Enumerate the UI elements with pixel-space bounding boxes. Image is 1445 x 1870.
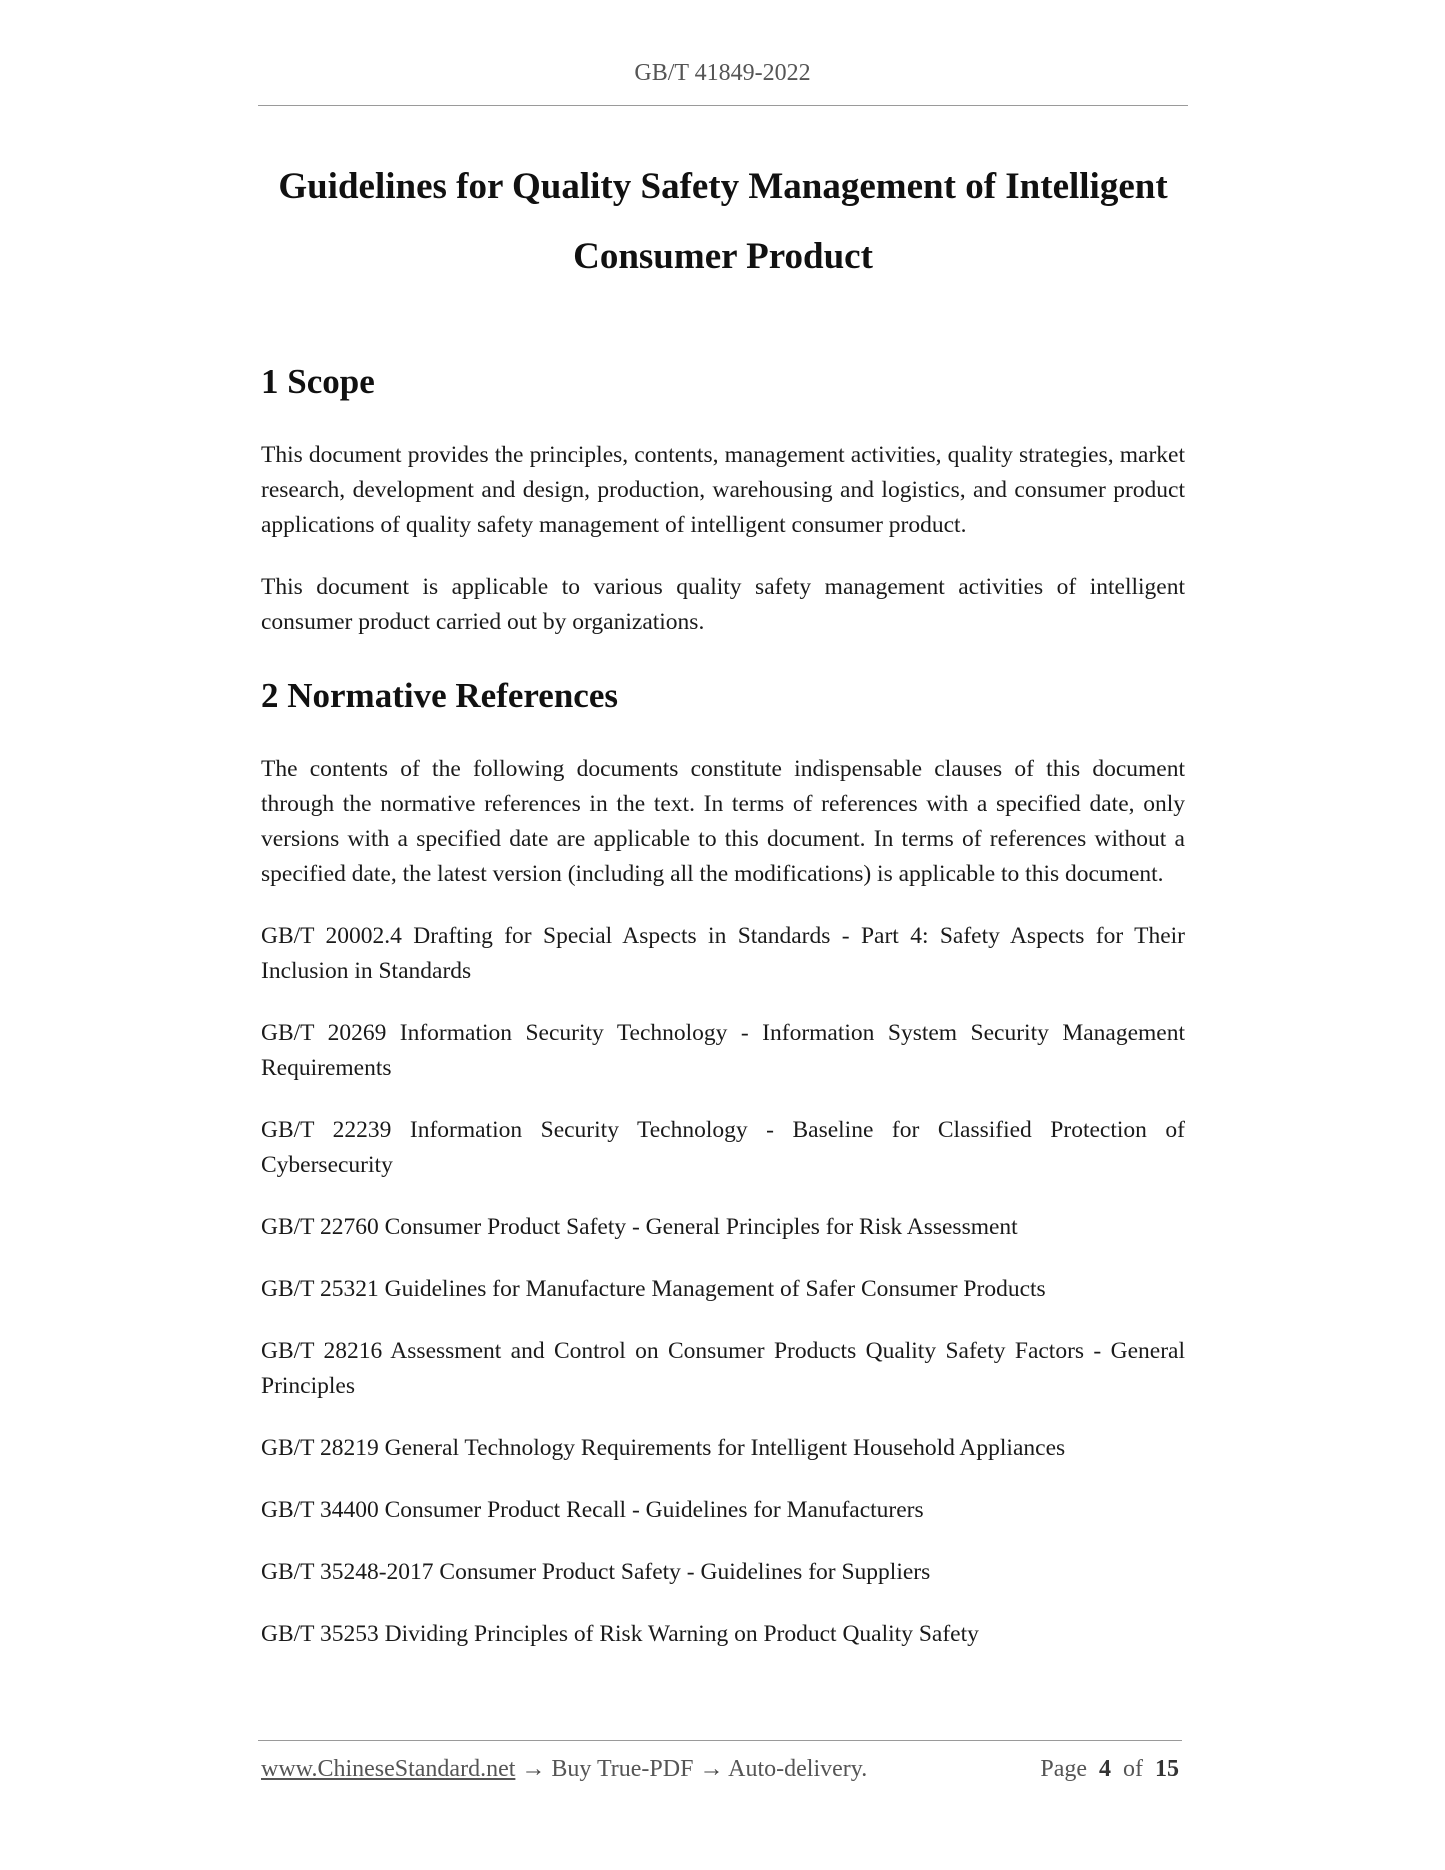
- reference-item: GB/T 28219 General Technology Requirements for Intelligent Household Appliances: [261, 1435, 1066, 1461]
- reference-item: GB/T 20269 Information Security Technology - Information System Security Management Requirements: [261, 1020, 1185, 1081]
- chinesestandard-link[interactable]: www.ChineseStandard.net: [261, 1756, 516, 1782]
- title-line-2: Consumer Product: [573, 236, 873, 277]
- reference-item: GB/T 25321 Guidelines for Manufacture Management of Safer Consumer Products: [261, 1276, 1046, 1302]
- section-heading-normative-references: 2 Normative References: [261, 676, 618, 715]
- reference-item: GB/T 34400 Consumer Product Recall - Guidelines for Manufacturers: [261, 1497, 924, 1523]
- auto-delivery-text: Auto-delivery.: [728, 1756, 868, 1782]
- references-intro-paragraph: The contents of the following documents constitute indispensable clauses of this document through the normative references in the text. In terms of references with a specified date, only versions with a specified date are applicable to this document. In terms of references without a specified date, the latest version (including all the modifications) is applicable to this document.: [261, 756, 1185, 887]
- right-arrow-icon: →: [699, 1756, 724, 1782]
- document-body: [261, 360, 1185, 1679]
- reference-item: GB/T 22760 Consumer Product Safety - General Principles for Risk Assessment: [261, 1214, 1018, 1240]
- page-label: Page: [1040, 1756, 1087, 1782]
- reference-item: GB/T 28216 Assessment and Control on Consumer Products Quality Safety Factors - General Principles: [261, 1338, 1185, 1399]
- title-line-1: Guidelines for Quality Safety Management of Intelligent: [278, 166, 1168, 207]
- reference-item: GB/T 35248-2017 Consumer Product Safety - Guidelines for Suppliers: [261, 1559, 931, 1585]
- footer-purchase-info: [261, 1756, 867, 1783]
- reference-item: GB/T 22239 Information Security Technology - Baseline for Classified Protection of Cybersecurity: [261, 1117, 1185, 1178]
- reference-item: GB/T 20002.4 Drafting for Special Aspects in Standards - Part 4: Safety Aspects for Their Inclusion in Standards: [261, 923, 1185, 984]
- buy-pdf-text: Buy True-PDF: [551, 1756, 694, 1782]
- right-arrow-icon: →: [521, 1756, 546, 1782]
- page-of-label: of: [1123, 1756, 1143, 1782]
- document-title: [258, 152, 1188, 292]
- header-divider: [258, 105, 1188, 106]
- total-page-count: 15: [1155, 1756, 1179, 1782]
- page-number: [1040, 1756, 1179, 1783]
- section-heading-scope: 1 Scope: [261, 362, 375, 401]
- footer-divider: [258, 1740, 1182, 1741]
- scope-paragraph-2: This document is applicable to various quality safety management activities of intelligent consumer product carried out by organizations.: [261, 574, 1185, 635]
- scope-paragraph-1: This document provides the principles, contents, management activities, quality strategies, market research, development and design, production, warehousing and logistics, and consumer product applications of quality safety management of intelligent consumer product.: [261, 442, 1185, 538]
- standard-code-header: GB/T 41849-2022: [634, 60, 811, 86]
- reference-item: GB/T 35253 Dividing Principles of Risk Warning on Product Quality Safety: [261, 1621, 979, 1647]
- current-page-number: 4: [1099, 1756, 1111, 1782]
